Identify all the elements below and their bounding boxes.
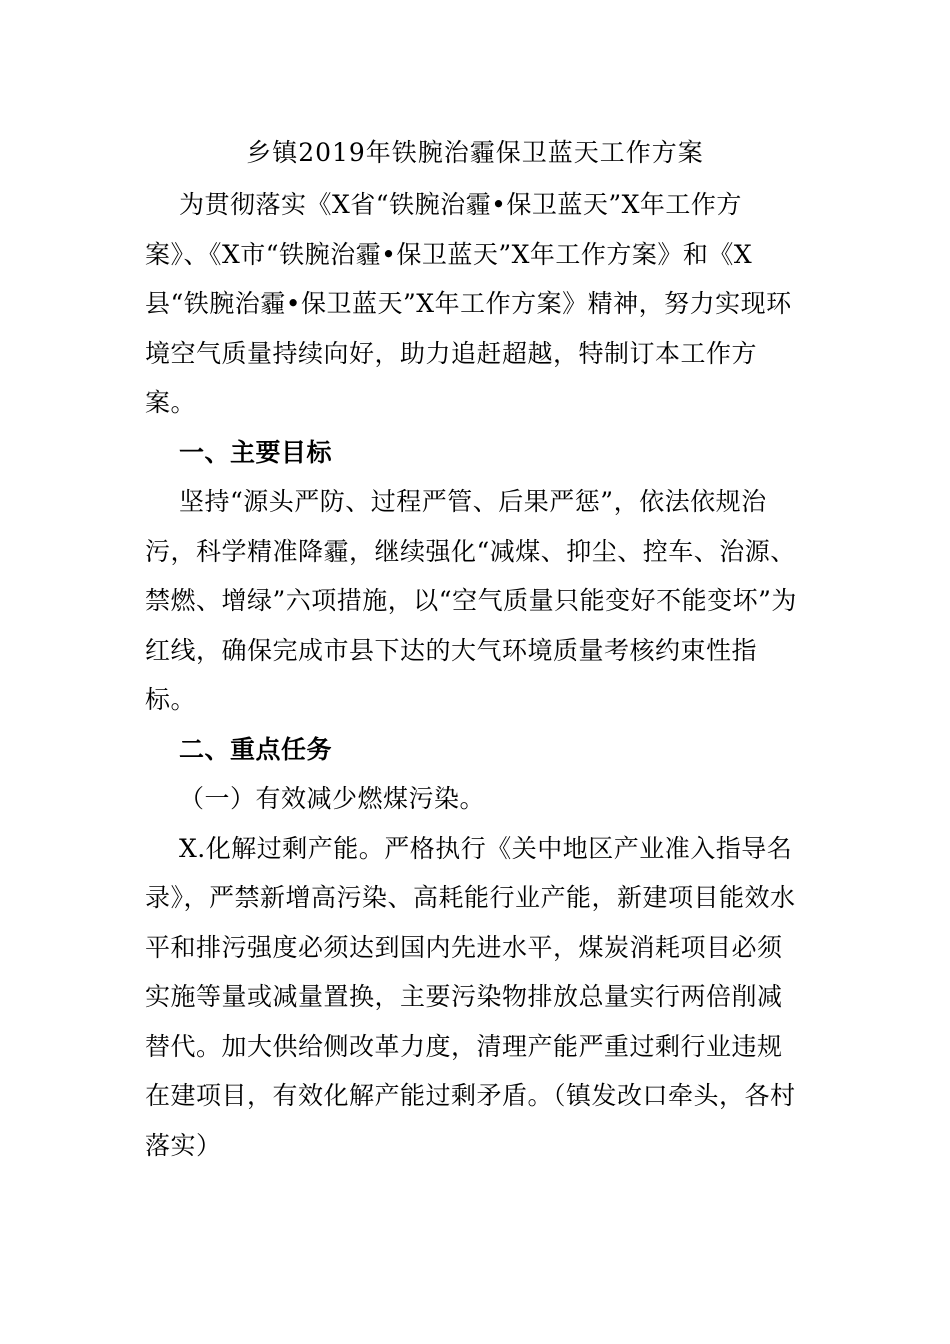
task-paragraph-capacity: X.化解过剩产能。严格执行《关中地区产业准入指导名录》，严禁新增高污染、高耗能行业产能，新建项目能效水平和排污强度必须达到国内先进水平，煤炭消耗项目必须实施等量或减量置换，主要污染物排放总量实行两倍削减替代。加大供给侧改革力度，清理产能严重过剩行业违规在建项目，有效化解产能过剩矛盾。（镇发改口牵头，各村落实） [145,833,796,1160]
section-heading-main-goals: 一、主要目标 [179,437,333,467]
document-body [145,180,805,1170]
intro-paragraph: 为贯彻落实《X省“铁腕治霾•保卫蓝天”X年工作方案》、《X市“铁腕治霾•保卫蓝天”X年工作方案》和《X县“铁腕治霾•保卫蓝天”X年工作方案》精神，努力实现环境空气质量持续向好，助力追赶超越，特制订本工作方案。 [145,190,792,417]
main-goals-paragraph: 坚持“源头严防、过程严管、后果严惩”，依法依规治污，科学精准降霾，继续强化“减煤、抑尘、控车、治源、禁燃、增绿”六项措施，以“空气质量只能变好不能变坏”为红线，确保完成市县下达的大气环境质量考核约束性指标。 [145,487,797,714]
section-heading-key-tasks: 二、重点任务 [179,734,333,764]
subsection-heading-coal: （一）有效减少燃煤污染。 [179,784,486,813]
document-title: 乡镇2019年铁腕治霾保卫蓝天工作方案 [246,138,704,167]
